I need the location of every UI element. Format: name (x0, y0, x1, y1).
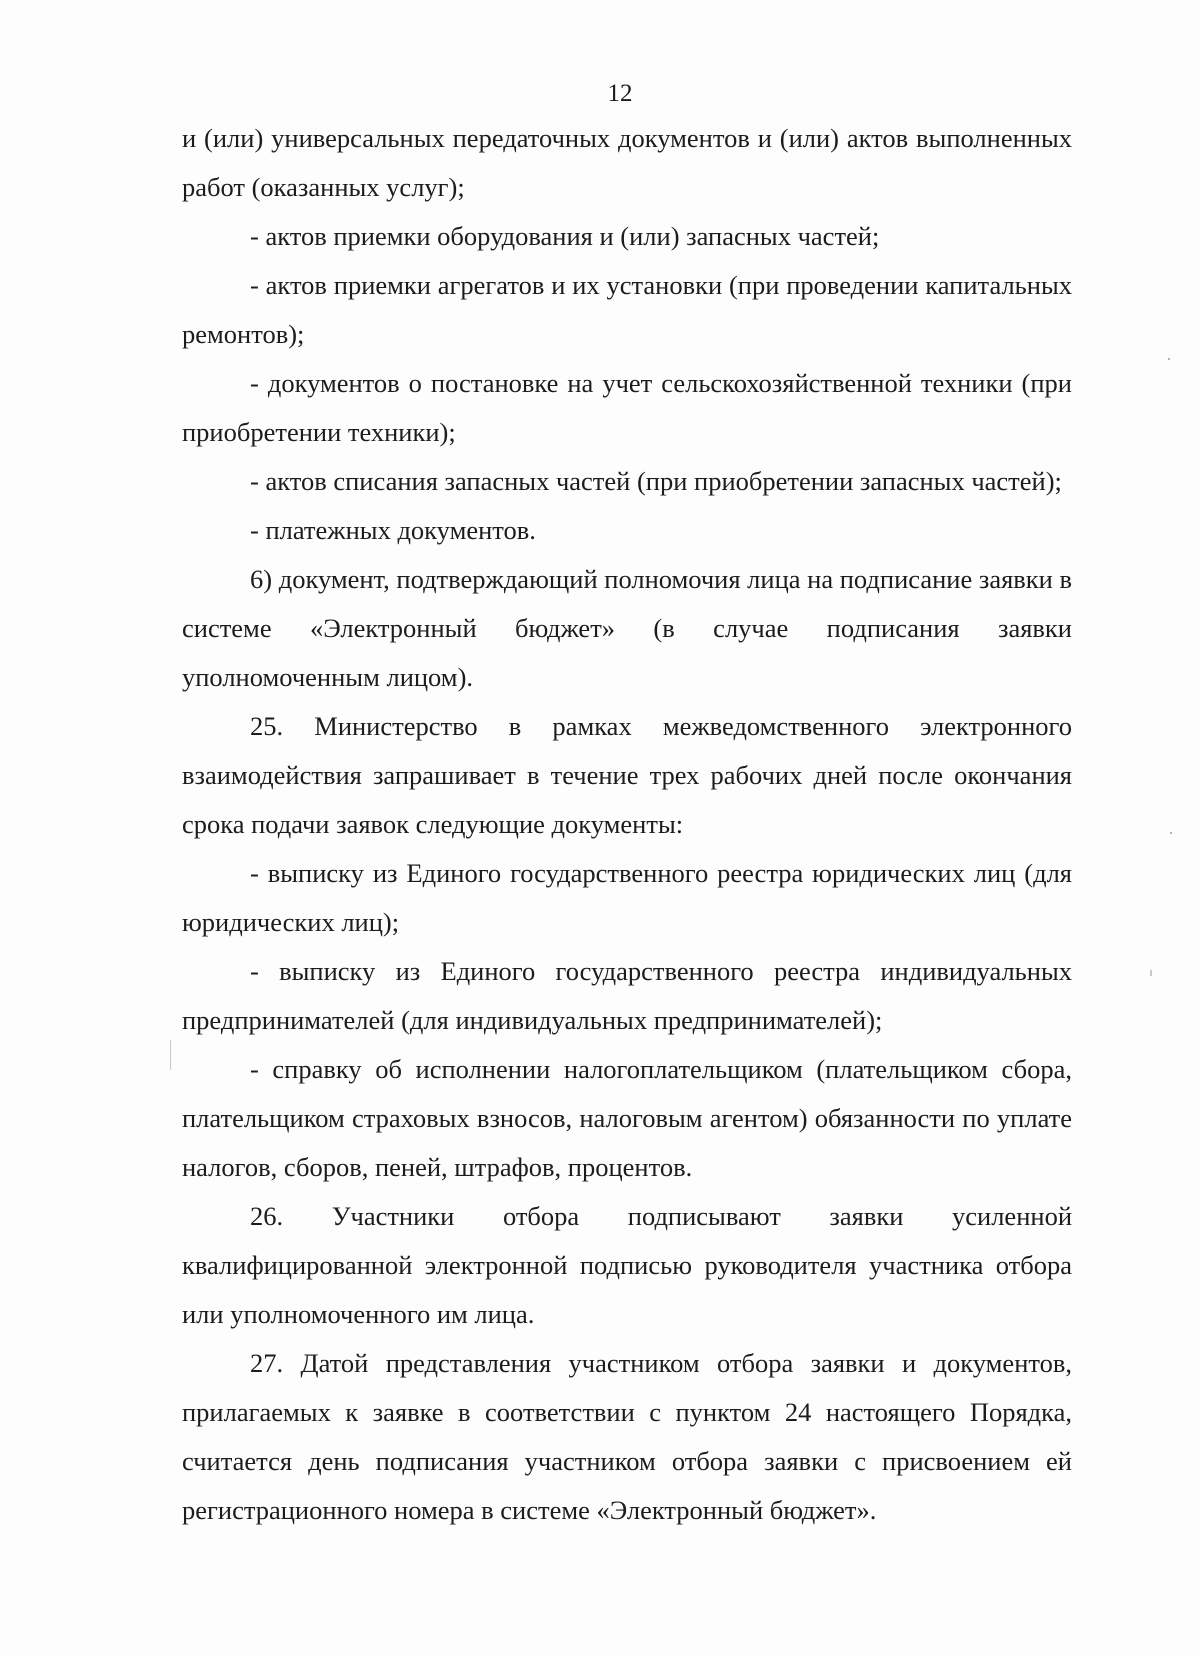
paragraph-5: - актов списания запасных частей (при приобретении запасных частей); (250, 466, 1062, 496)
scan-artifact (1150, 970, 1152, 976)
scan-artifact (170, 1040, 171, 1070)
paragraph-7: 6) документ, подтверждающий полномочия лица на подписание заявки в системе «Электронный бюджет» (в случае подписания заявки уполномоченным лицом). (182, 564, 1072, 692)
paragraph-11: - справку об исполнении налогоплательщиком (плательщиком сбора, плательщиком страховых взносов, налоговым агентом) обязанности по уплате налогов, сборов, пеней, штрафов, процентов. (182, 1054, 1072, 1182)
page-number: 12 (607, 80, 633, 107)
paragraph-4: - документов о постановке на учет сельскохозяйственной техники (при приобретении техники); (182, 368, 1072, 447)
document-body (182, 114, 1072, 1535)
scan-artifact (1170, 832, 1172, 834)
paragraph-3: - актов приемки агрегатов и их установки (при проведении капитальных ремонтов); (182, 270, 1072, 349)
paragraph-2: - актов приемки оборудования и (или) запасных частей; (250, 221, 880, 251)
paragraph-8: 25. Министерство в рамках межведомственного электронного взаимодействия запрашивает в течение трех рабочих дней после окончания срока подачи заявок следующие документы: (182, 711, 1072, 839)
paragraph-6: - платежных документов. (250, 515, 536, 545)
paragraph-13: 27. Датой представления участником отбора заявки и документов, прилагаемых к заявке в соответствии с пунктом 24 настоящего Порядка, считается день подписания участником отбора заявки с присвоением ей регистрационного номера в системе «Электронный бюджет». (182, 1348, 1072, 1525)
paragraph-1: и (или) универсальных передаточных документов и (или) актов выполненных работ (оказанных услуг); (182, 123, 1072, 202)
scan-artifact (1168, 358, 1170, 360)
paragraph-12: 26. Участники отбора подписывают заявки усиленной квалифицированной электронной подписью руководителя участника отбора или уполномоченного им лица. (182, 1201, 1072, 1329)
paragraph-10: - выписку из Единого государственного реестра индивидуальных предпринимателей (для индивидуальных предпринимателей); (182, 956, 1072, 1035)
paragraph-9: - выписку из Единого государственного реестра юридических лиц (для юридических лиц); (182, 858, 1072, 937)
